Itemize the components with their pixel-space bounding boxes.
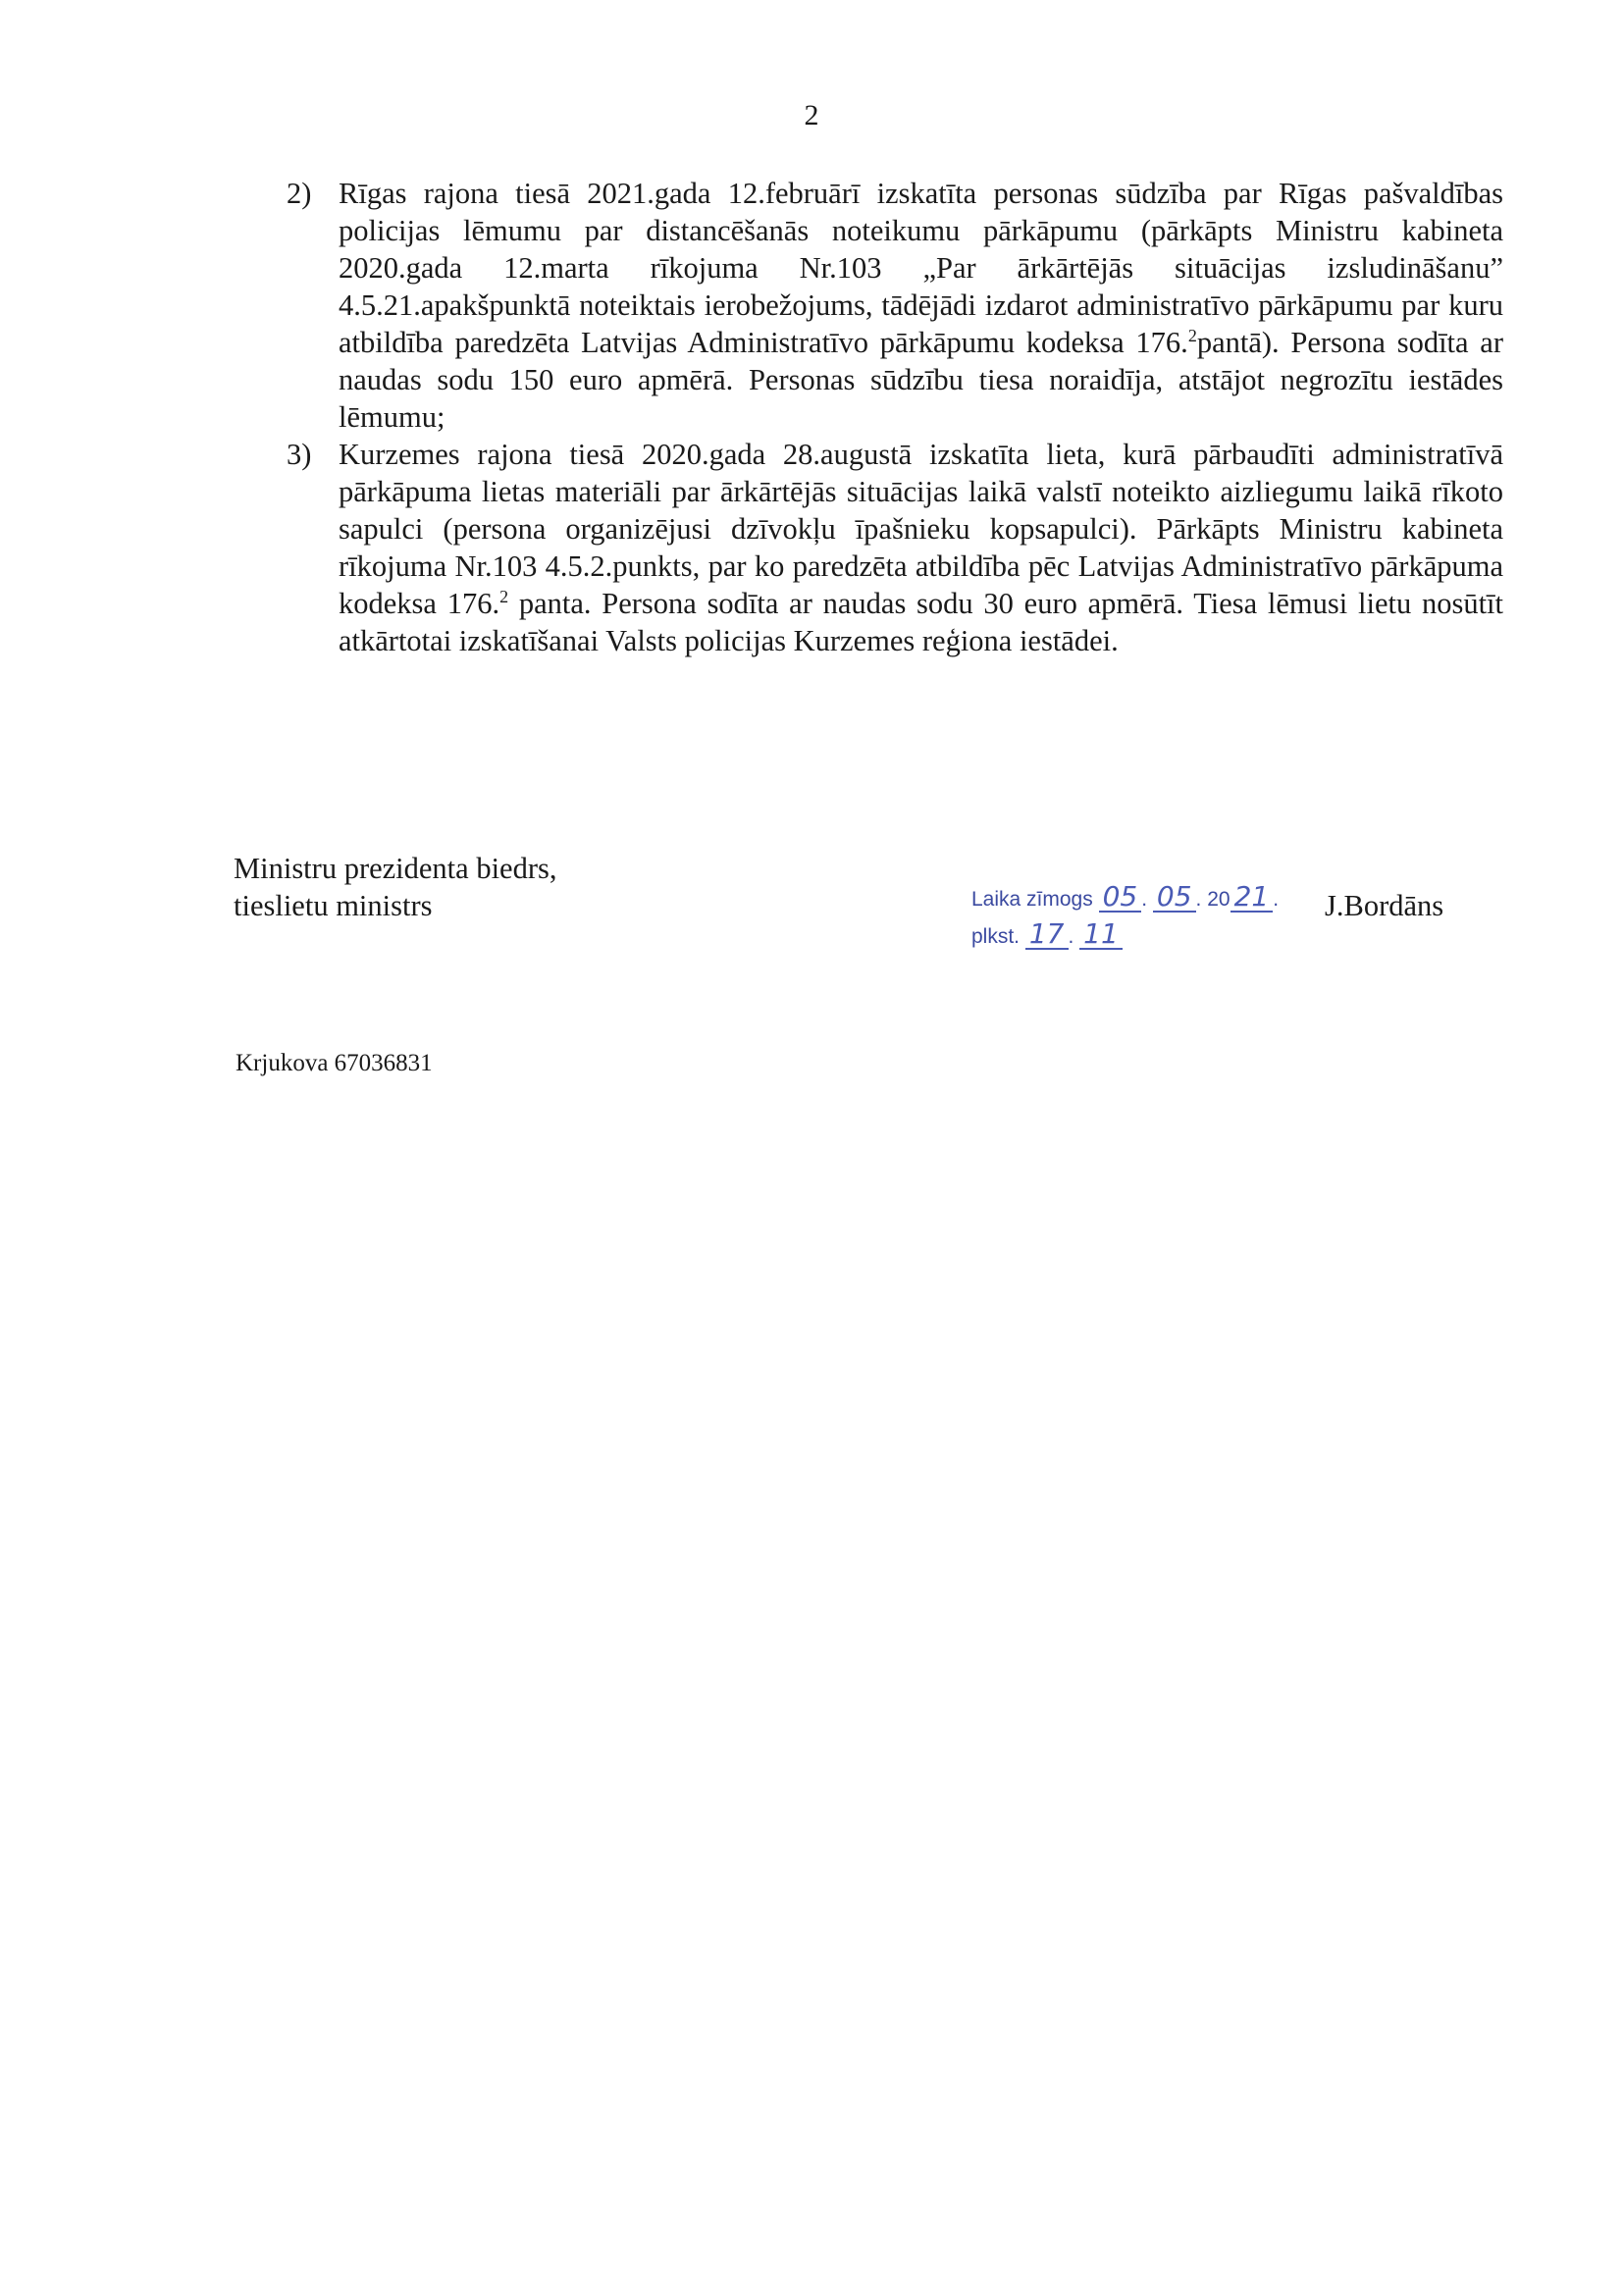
stamp-time-label: plkst. [971,925,1021,948]
stamp-date-row: Laika zīmogs 05 . 05 . 20 21 . [971,880,1280,913]
list-item [287,436,1503,659]
list-item-number: 3) [287,438,312,471]
stamp-year-prefix: 20 [1207,888,1230,911]
page-number: 2 [804,99,819,131]
author-contact: Krjukova 67036831 [236,1050,433,1076]
stamp-year-suffix: 21 [1230,883,1274,913]
stamp-month: 05 [1153,883,1196,913]
superscript: 2 [1187,325,1197,345]
numbered-list [287,175,1503,659]
stamp-minute: 11 [1079,920,1123,950]
stamp-time-row: plkst. 17 . 11 [971,918,1279,956]
stamp-day: 05 [1099,883,1142,913]
superscript: 2 [499,586,509,606]
signatory-title-line2: tieslietu ministrs [234,889,433,922]
stamp-label: Laika zīmogs [971,888,1093,911]
signatory-title [234,850,556,924]
time-stamp [971,881,1279,956]
signer-name: J.Bordāns [1325,889,1444,922]
list-item-text-continued: pantā). Persona sodīta ar naudas sodu 150 euro apmērā. Personas sūdzību tiesa noraidīja, atstājot negrozītu iestādes lēmumu; [339,326,1503,434]
list-item-text-continued: panta. Persona sodīta ar naudas sodu 30 euro apmērā. Tiesa lēmusi lietu nosūtīt atkārtotai izskatīšanai Valsts policijas Kurzemes reģiona iestādei. [339,587,1503,657]
signatory-title-line1: Ministru prezidenta biedrs, [234,852,557,885]
list-item-text: Rīgas rajona tiesā 2021.gada 12.februārī izskatīta personas sūdzība par Rīgas pašvaldības policijas lēmumu par distancēšanās noteikumu pārkāpumu (pārkāpts Ministru kabineta 2020.gada 12.marta rīkojuma Nr.103 „Par ārkārtējās situācijas izsludināšanu” 4.5.21.apakšpunktā noteiktais ierobežojums, tādējādi izdarot administratīvo pārkāpumu par kuru atbildība paredzēta Latvijas Administratīvo pārkāpumu kodeksa 176. [339,177,1503,359]
list-item-text: Kurzemes rajona tiesā 2020.gada 28.augustā izskatīta lieta, kurā pārbaudīti administratīvā pārkāpuma lietas materiāli par ārkārtējās situācijas laikā valstī noteikto aizliegumu laikā rīkoto sapulci (persona organizējusi dzīvokļu īpašnieku kopsapulci). Pārkāpts Ministru kabineta rīkojuma Nr.103 4.5.2.punkts, par ko paredzēta atbildība pēc Latvijas Administratīvo pārkāpuma kodeksa 176. [339,438,1503,620]
stamp-hour: 17 [1025,920,1069,950]
list-item-number: 2) [287,177,312,210]
list-item [287,175,1503,436]
